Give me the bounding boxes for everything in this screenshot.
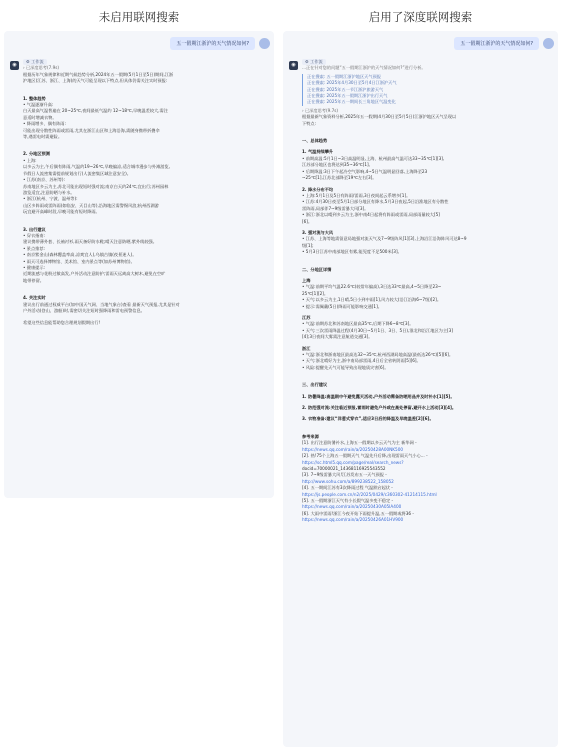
think-label: 已深度思考(9.7s) xyxy=(305,107,339,113)
answer-line: 二、分地区详情 xyxy=(302,266,332,272)
answer-line: [4]. 五一期间江苏有3次降雨过程 气温跌宕起伏 - xyxy=(302,485,393,491)
answer-line: • 气温:前期苏北和苏南地区最高35℃,后期下降6~8℃[3]。 xyxy=(302,321,414,327)
answer-line xyxy=(302,423,552,429)
search-step: 正在搜索: 2025年五一期间长三角地区气温变化 xyxy=(307,99,396,105)
answer-line: 3. 强对流与大风 xyxy=(302,229,334,235)
assistant-answer xyxy=(23,59,268,327)
answer-line: 下特点: xyxy=(302,120,316,126)
left-title: 未启用联网搜索 xyxy=(98,10,180,24)
answer-line: 节假日人流密集需提前规划出行(人流密集区域注意安全)。 xyxy=(23,170,131,176)
chat-panel-deep-search xyxy=(283,31,558,747)
answer-line: ~25℃[1],江苏北部降至19℃左右[3]。 xyxy=(302,175,377,181)
answer-line: 雷阵雨,局部伴7~9级雷暴大风[3]。 xyxy=(302,205,369,211)
answer-line[interactable]: https://news.qq.com/rain/a/20250426A01HV900 xyxy=(302,517,404,523)
answer-line: 级[1]; xyxy=(302,242,314,248)
answer-line[interactable]: https://news.qq.com/rain/a/20250428A00NK500 xyxy=(302,446,404,452)
user-question-bubble: 五一假期江浙沪的天气情况如何? xyxy=(454,37,539,50)
answer-line: 参考来源 xyxy=(302,433,319,439)
answer-line: 希望这些信息能帮助您合理规划假期出行! xyxy=(23,320,101,326)
answer-line: • 降雨增多、偶有阵雨: xyxy=(23,121,66,127)
answer-line: 意适时增减衣物。 xyxy=(23,114,57,120)
answer-line: [5]. 五一假期浙江天气有小长假气温多变不稳定 - xyxy=(302,497,394,503)
answer-line xyxy=(302,256,552,262)
bot-avatar-icon: ◉ xyxy=(10,61,19,70)
answer-line: 建议出行前通过权威平台(如中国天气网、当地气象台)查看 最新天气预报,尤其是针对 xyxy=(23,301,180,307)
search-step: 正在搜索: 五一假期江浙沪地区天气预报 xyxy=(307,73,381,79)
answer-line: 根据最新气象资料分析,2025年五一假期(4月30日至5月5日)江浙沪地区天气呈现以 xyxy=(302,114,457,120)
answer-line: 玩宜避开高峰时段,早晚可能有短时降雨。 xyxy=(23,209,100,215)
answer-line: [6]。 xyxy=(302,218,313,224)
answer-line: 1. 防暑降温:高温期中午避免露天活动,户外活动需备防晒用品并及时补水[1][5]。 xyxy=(302,393,455,399)
right-title: 启用了深度联网搜索 xyxy=(368,10,473,24)
bot-avatar-icon: ◉ xyxy=(289,61,298,70)
answer-line: • 天气:浙北晴好为主,浙中南局部雷雨,4日后全省转阴雨[5][6]。 xyxy=(302,358,421,364)
search-steps xyxy=(302,74,552,106)
user-avatar-icon xyxy=(259,38,270,49)
answer-line: 建议携带薄外套、长袖衬衫,雨天备好防水鞋;晴天注意防晒,紫外线较强。 xyxy=(23,239,157,245)
chat-panel-no-search xyxy=(4,31,274,498)
answer-line: • 后期降温:3日下午起冷空气影响,4~5日气温明显回落,上海降至23 xyxy=(302,168,428,174)
answer-line: [3]. 7~9级雷暴大风!江苏发布五一天气预报 - xyxy=(302,472,387,478)
answer-line: • 提示:需佩戴(5日)降雨可能影响交通[1]。 xyxy=(302,303,382,309)
workflow-label: 工作流 xyxy=(31,59,44,64)
answer-line: • 风险:提醒先天气可能导致出现地质灾害[6]。 xyxy=(302,364,389,370)
answer-line: 2. 分地区预测 xyxy=(23,151,50,157)
workflow-badge[interactable]: ⚙ 工作流 xyxy=(302,59,326,65)
answer-line: • 天气:以多云为主,1日晴,5日小到中雨[1],风力较大(沿江沿海6~7级)[2]。 xyxy=(302,297,442,303)
answer-line: 1. 气温持续攀升 xyxy=(302,149,334,155)
user-avatar-icon xyxy=(543,38,554,49)
answer-line: 2. 防范强对流:关注临近预报,雷雨时避免户外或在高处停留,避开水上活动[3][4]。 xyxy=(302,405,457,411)
answer-line[interactable]: https://sc.html5.qq.com/page/real/search_news? xyxy=(302,459,404,465)
answer-line: • 气温:前期平均气温22.6℃(较常年偏高),3日达33℃最高,4~5日降至23~ xyxy=(302,284,442,290)
search-intro: ...正在针对您的问题“五一假期江浙沪的天气情况如何?”进行分析。 xyxy=(302,65,426,71)
answer-line xyxy=(302,371,552,377)
answer-line: • 南京紫金山(森林覆盖率高,凉爽宜人),乌镇古镇(夜景迷人)。 xyxy=(23,252,137,258)
answer-line: • 景点推荐: xyxy=(23,245,45,251)
answer-line: • 气温:浙北和浙南地区最高达32~35℃,杭州西湖局地高温(最低达26℃)[5][6]。 xyxy=(302,352,454,358)
answer-line: • 江苏(南京、苏州等): xyxy=(23,177,65,183)
assistant-answer xyxy=(302,59,552,524)
answer-line: 3. 出行建议 xyxy=(23,226,46,232)
answer-line xyxy=(23,216,268,222)
answer-line: 三、出行建议 xyxy=(302,382,328,388)
answer-line: 2. 降水分布不均 xyxy=(302,186,334,192)
answer-line: [2]. 热!75个上海五一假期天气 气温先升后降,出现雷雨天气小心... - xyxy=(302,453,428,459)
answer-line: • 天气:三次雷雨降温过程(4月30日~5月1日、3日、5日),淮北和沿江地区为主[3] xyxy=(302,327,453,333)
answer-text xyxy=(302,114,552,523)
user-message-row xyxy=(170,37,270,50)
answer-line: • 江苏:4月30日夜至5月1日部分地区有降水,5月3日夜起,5日沿淮地区有分散性 xyxy=(302,199,449,205)
answer-line: [6]. 大雨中雷雨!浙江今夜开始下雨提升温,五一假期或将36 - xyxy=(302,510,414,516)
answer-line: 一、总体趋势 xyxy=(302,138,328,144)
answer-line[interactable]: http://www.sohu.com/a/899238522_158052 xyxy=(302,478,394,484)
answer-line: 可能出现分散性阵雨或雷雨,尤其在浙江山区和上海沿海,需随身携带折叠伞 xyxy=(23,127,160,133)
answer-line: • 浙江(杭州、宁波、温州等): xyxy=(23,196,78,202)
answer-line: • 气温逐渐升高: xyxy=(23,102,54,108)
answer-line: 山区多阵雨或雷阵雨(如临安、天目山等),沿海地区需警惕风浪;杭州西湖游 xyxy=(23,202,159,208)
think-toggle[interactable]: › 已深度思考(9.7s) xyxy=(302,107,339,113)
answer-line: 江苏 xyxy=(302,315,311,320)
answer-line: • 上海:5月1日及5日有阵雨/雷雨,3日夜间起云系增多[1]。 xyxy=(302,192,411,198)
answer-line: 1. 整体趋势 xyxy=(23,95,46,101)
answer-line: 浙江 xyxy=(302,345,311,351)
search-step: 正在搜索: 2025年4月30日至5月4日江浙沪天气 xyxy=(307,80,397,86)
answer-line: • 穿衣指南: xyxy=(23,232,45,238)
answer-line: 以多云为主,午后偶有阵雨,气温约19~26℃,早晚偏凉,适合城市漫步与外滩游览, xyxy=(23,164,170,170)
answer-line xyxy=(302,127,552,133)
answer-line: 近期流感与花粉过敏高发,户外活动注意防护;雷雨天远离高大树木,避免在空旷 xyxy=(23,271,166,277)
answer-line: • 前期高温:5月1日~3日高温明显,上海、杭州最高气温可达33~35℃[1][3], xyxy=(302,155,445,161)
answer-line[interactable]: https://js.people.com.cn/n2/2025/0429/c360302-41214115.html xyxy=(302,491,437,497)
answer-text xyxy=(23,72,268,327)
answer-line: 根据历年气象规律和近期气候趋势分析,2024年五一假期(5月1日至5日)期间,江浙 xyxy=(23,71,174,77)
answer-line: [4];3日夜间大雾需注意航道交通[3]。 xyxy=(302,334,373,340)
user-question-bubble: 五一假期江浙沪的天气情况如何? xyxy=(170,37,255,50)
answer-line: 户外活动(登山、游船)时,需密切关注短时强降雨和雷电预警信息。 xyxy=(23,308,145,313)
answer-line: • 江苏、上海等地需留意局地强对流天气及7~9级阵风[1][3],上海沿江沿海阵风可达8~9 xyxy=(302,236,467,242)
answer-line: • 健康提示: xyxy=(23,264,45,270)
answer-line: 江苏部分地区也将达到35~36℃[1]。 xyxy=(302,162,373,168)
answer-line: [1]. 出行注意防暑补水,上海五一假期以多云天气为主 新华网 - xyxy=(302,440,417,446)
search-step: 正在搜索: 2025年五一节江浙沪旅游天气 xyxy=(307,86,384,92)
answer-line xyxy=(23,140,268,146)
think-label: 已深度思考(7.9s) xyxy=(26,65,60,71)
answer-line: • 雨天可选择博物馆、美术馆、室内景点等(如苏州博物馆)。 xyxy=(23,258,135,264)
answer-line: • 5月3日江苏中南部地区有雾,能见度不足500米[3]。 xyxy=(302,249,402,255)
answer-line: 4. 关注实时 xyxy=(23,295,46,301)
search-step: 正在搜索: 2025年五一假期江浙沪出行天气 xyxy=(307,93,388,99)
answer-line: 沪地区(江苏、浙江、上海)的天气可能呈现以下特点,但具体仍需关注实时预报: xyxy=(23,78,168,84)
answer-line: 地带停留。 xyxy=(23,277,44,283)
answer-line: 白天最高气温普遍在 20~25℃,夜间最低气温约 12~18℃,早晚温差较大,需注 xyxy=(23,108,168,114)
answer-line: 游览适宜,注意防晒与补水。 xyxy=(23,189,75,195)
think-toggle[interactable]: › 已深度思考(7.9s) xyxy=(23,65,60,71)
workflow-label: 工作流 xyxy=(310,59,323,64)
answer-line[interactable]: https://news.qq.com/rain/a/20250430A05IA400 xyxy=(302,504,402,510)
answer-line: • 浙江:浙北以晴到多云为主,浙中南4日起将有阵雨或雷雨,局部雨量较大[5] xyxy=(302,212,440,218)
answer-line xyxy=(23,284,268,290)
answer-line: • 上海: xyxy=(23,157,37,163)
answer-line: 等,遇雷电时需避险。 xyxy=(23,134,63,140)
answer-line: 苏南地区多云为主,苏北可能出现短时强对流;南京白天约24℃,宜出行;苏州园林 xyxy=(23,183,169,189)
answer-line xyxy=(23,85,268,91)
answer-line: 25℃[1][2]。 xyxy=(302,290,329,296)
answer-line: 3. 衣物准备:建议“洋葱式穿衣”,适应3日后的降温及早晚温差[2][6]。 xyxy=(302,416,434,422)
workflow-badge[interactable]: ⚙ 工作流 xyxy=(23,59,47,65)
user-message-row xyxy=(454,37,554,50)
answer-line: docid=70000021_14368116925543552 xyxy=(302,465,386,471)
answer-line: 上海 xyxy=(302,277,311,283)
